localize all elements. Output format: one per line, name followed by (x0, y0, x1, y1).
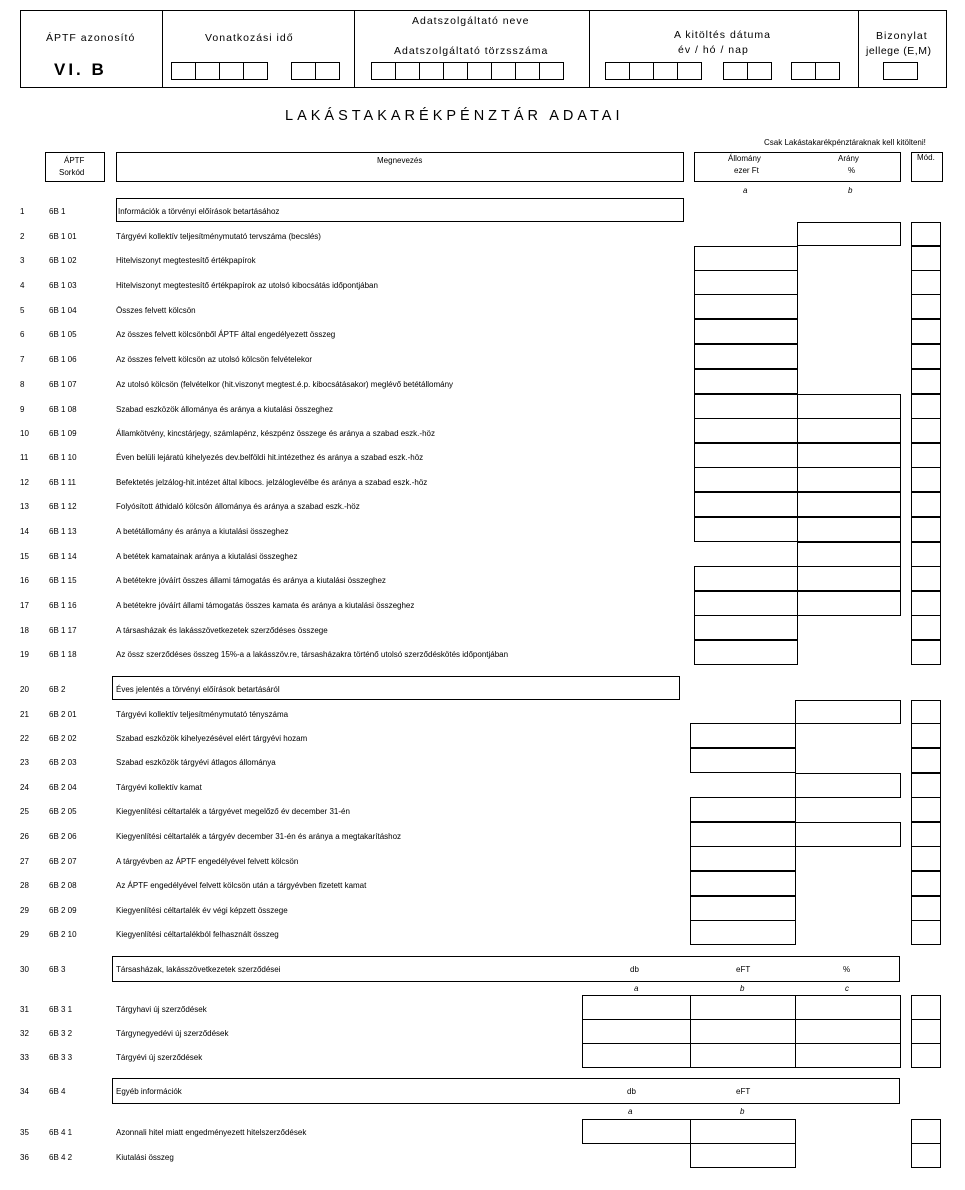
provider-name-label: Adatszolgáltató neve (412, 15, 530, 27)
row-code: 6B 1 (49, 207, 66, 216)
row-label: Szabad eszközök tárgyévi átlagos állománya (116, 758, 276, 767)
row-number: 33 (20, 1053, 29, 1062)
mod-cell[interactable] (911, 920, 941, 945)
mod-cell[interactable] (911, 591, 941, 616)
mod-cell[interactable] (911, 640, 941, 665)
mod-cell[interactable] (911, 1119, 941, 1144)
mod-cell[interactable] (911, 797, 941, 822)
row-code: 6B 2 10 (49, 930, 77, 939)
row-label: Az ÁPTF engedélyével felvett kölcsön után a tárgyévben fizetett kamat (116, 881, 367, 890)
mod-cell[interactable] (911, 1019, 941, 1044)
row-code: 6B 4 2 (49, 1153, 73, 1162)
stock-cell[interactable] (694, 615, 798, 640)
col-pct: % (843, 965, 851, 974)
row-number: 32 (20, 1029, 29, 1038)
stock-cell[interactable] (690, 822, 796, 847)
row-number: 20 (20, 685, 29, 694)
value-column-header (694, 152, 901, 182)
mod-cell[interactable] (911, 1043, 941, 1068)
mod-cell[interactable] (911, 896, 941, 921)
mod-cell[interactable] (911, 846, 941, 871)
row-label: Tárgyhavi új szerződések (116, 1005, 207, 1014)
row-code: 6B 1 06 (49, 355, 77, 364)
stock-cell[interactable] (690, 871, 796, 896)
stock-cell[interactable] (694, 270, 798, 295)
row-code: 6B 3 1 (49, 1005, 73, 1014)
mod-cell[interactable] (911, 443, 941, 468)
row-number: 8 (20, 380, 25, 389)
code-header-2: Sorkód (59, 168, 85, 177)
ratio-cell[interactable] (795, 700, 901, 724)
ratio-cell[interactable] (797, 443, 901, 468)
row-code: 6B 2 09 (49, 906, 77, 915)
stock-cell[interactable] (690, 896, 796, 921)
row-label: Tárgyévi kollektív kamat (116, 783, 202, 792)
row-label: Az összes felvett kölcsön az utolsó kölcsön felvételekor (116, 355, 313, 364)
row-code: 6B 1 10 (49, 453, 77, 462)
ratio-cell[interactable] (797, 492, 901, 517)
row-code: 6B 1 05 (49, 330, 77, 339)
stock-cell[interactable] (694, 591, 798, 616)
ratio-header-1: Arány (838, 154, 859, 163)
row-number: 2 (20, 232, 25, 241)
row-number: 30 (20, 965, 29, 974)
row-code: 6B 2 08 (49, 881, 77, 890)
row-number: 16 (20, 576, 29, 585)
row-label: Hitelviszonyt megtestesítő értékpapírok az utolsó kibocsátás időpontjában (116, 281, 378, 290)
row-code: 6B 1 02 (49, 256, 77, 265)
row-code: 6B 2 06 (49, 832, 77, 841)
row-code: 6B 1 03 (49, 281, 77, 290)
col-eft: eFT (736, 965, 751, 974)
row-code: 6B 3 3 (49, 1053, 73, 1062)
period-year-boxes[interactable] (172, 62, 268, 80)
row-code: 6B 1 13 (49, 527, 77, 536)
row-code: 6B 1 08 (49, 405, 77, 414)
date-month-boxes[interactable] (724, 62, 772, 80)
row-code: 6B 1 17 (49, 626, 77, 635)
mod-cell[interactable] (911, 723, 941, 748)
mod-cell[interactable] (911, 566, 941, 591)
mod-cell[interactable] (911, 748, 941, 773)
col-letter-b: b (848, 186, 853, 195)
row-number: 17 (20, 601, 29, 610)
mod-cell[interactable] (911, 517, 941, 542)
row-label: Kiutalási összeg (116, 1153, 174, 1162)
name-header: Megnevezés (377, 156, 423, 165)
row-code: 6B 1 16 (49, 601, 77, 610)
date-format: év / hó / nap (678, 44, 749, 56)
row-number: 36 (20, 1153, 29, 1162)
mod-cell[interactable] (911, 369, 941, 394)
row-number: 6 (20, 330, 25, 339)
row-label: Éves jelentés a törvényi előírások betartásáról (116, 685, 280, 694)
stock-cell[interactable] (690, 748, 796, 773)
mod-cell[interactable] (911, 492, 941, 517)
ratio-cell[interactable] (797, 591, 901, 616)
period-month-boxes[interactable] (292, 62, 340, 80)
row-number: 5 (20, 306, 25, 315)
row-code: 6B 1 04 (49, 306, 77, 315)
row-number: 24 (20, 783, 29, 792)
row-label: Szabad eszközök állománya és aránya a kiutalási összeghez (116, 405, 334, 414)
row-code: 6B 1 09 (49, 429, 77, 438)
db-cell[interactable] (582, 995, 691, 1020)
row-number: 9 (20, 405, 25, 414)
db-cell[interactable] (582, 1119, 691, 1144)
row-code: 6B 1 15 (49, 576, 77, 585)
row-label: Államkötvény, kincstárjegy, számlapénz, készpénz összege és aránya a szabad eszk.-höz (116, 429, 435, 438)
stock-cell[interactable] (694, 566, 798, 591)
stock-cell[interactable] (694, 319, 798, 344)
row-number: 26 (20, 832, 29, 841)
period-label: Vonatkozási idő (205, 32, 294, 44)
row-label: Tárgyévi új szerződések (116, 1053, 203, 1062)
date-day-boxes[interactable] (792, 62, 840, 80)
ratio-cell[interactable] (797, 542, 901, 567)
row-code: 6B 1 18 (49, 650, 77, 659)
row-label: A betétek kamatainak aránya a kiutalási összeghez (116, 552, 298, 561)
row-code: 6B 4 (49, 1087, 66, 1096)
page-title: LAKÁSTAKARÉKPÉNZTÁR ADATAI (285, 108, 624, 124)
col-db: db (627, 1087, 636, 1096)
row-number: 22 (20, 734, 29, 743)
row-number: 25 (20, 807, 29, 816)
row-label: A betétekre jóváírt összes állami támogatás és aránya a kiutalási összeghez (116, 576, 386, 585)
row-number: 31 (20, 1005, 29, 1014)
row-number: 19 (20, 650, 29, 659)
mod-cell[interactable] (911, 542, 941, 567)
row-number: 13 (20, 502, 29, 511)
stock-cell[interactable] (690, 723, 796, 748)
stock-cell[interactable] (694, 246, 798, 271)
provider-reg-label: Adatszolgáltató törzsszáma (394, 45, 549, 57)
row-code: 6B 2 05 (49, 807, 77, 816)
stock-cell[interactable] (694, 443, 798, 468)
stock-cell[interactable] (694, 418, 798, 443)
mod-cell[interactable] (911, 394, 941, 419)
stock-cell[interactable] (694, 640, 798, 665)
stock-cell[interactable] (694, 517, 798, 542)
stock-cell[interactable] (694, 467, 798, 492)
stock-cell[interactable] (694, 344, 798, 369)
row-label: A társasházak és lakásszövetkezetek szerződéses összege (116, 626, 328, 635)
row-number: 28 (20, 881, 29, 890)
row-code: 6B 2 03 (49, 758, 77, 767)
mod-cell[interactable] (911, 615, 941, 640)
mod-cell[interactable] (911, 1143, 941, 1168)
col-eft: eFT (736, 1087, 751, 1096)
mod-cell[interactable] (911, 246, 941, 271)
pct-cell[interactable] (795, 995, 901, 1020)
row-code: 6B 1 11 (49, 478, 76, 487)
stock-cell[interactable] (690, 846, 796, 871)
mod-cell[interactable] (911, 700, 941, 724)
col-letter-c: c (845, 984, 849, 993)
section-4-box (112, 1078, 900, 1104)
mod-cell[interactable] (911, 773, 941, 798)
row-label: A betétekre jóváírt állami támogatás összes kamata és aránya a kiutalási összeghez (116, 601, 415, 610)
header-divider (589, 10, 590, 88)
code-header-1: ÁPTF (64, 156, 85, 165)
ratio-header-2: % (848, 166, 856, 175)
row-label: Az utolsó kölcsön (felvételkor (hit.viszonyt megtest.é.p. kibocsátásakor) meglévő betétállomány (116, 380, 454, 389)
doc-type-box[interactable] (884, 62, 918, 80)
mod-header: Mód. (917, 153, 935, 162)
date-label: A kitöltés dátuma (674, 29, 771, 41)
mod-cell[interactable] (911, 822, 941, 847)
row-number: 4 (20, 281, 25, 290)
row-label: Egyéb információk (116, 1087, 182, 1096)
row-number: 34 (20, 1087, 29, 1096)
row-label: Hitelviszonyt megtestesítő értékpapírok (116, 256, 256, 265)
doc-type-label: Bizonylat (876, 30, 928, 42)
row-number: 1 (20, 207, 25, 216)
row-code: 6B 1 01 (49, 232, 77, 241)
row-number: 29 (20, 906, 29, 915)
row-code: 6B 2 07 (49, 857, 77, 866)
row-number: 7 (20, 355, 25, 364)
stock-header-1: Állomány (728, 154, 761, 163)
col-letter-a: a (628, 1107, 633, 1116)
stock-cell[interactable] (694, 492, 798, 517)
col-db: db (630, 965, 639, 974)
mod-cell[interactable] (911, 294, 941, 319)
stock-header-2: ezer Ft (734, 166, 759, 175)
row-number: 27 (20, 857, 29, 866)
row-label: A tárgyévben az ÁPTF engedélyével felvett kölcsön (116, 857, 299, 866)
row-label: Kiegyenlítési céltartalékból felhasznált összeg (116, 930, 279, 939)
ratio-cell[interactable] (797, 467, 901, 492)
date-year-boxes[interactable] (606, 62, 702, 80)
pct-cell[interactable] (795, 1043, 901, 1068)
mod-cell[interactable] (911, 344, 941, 369)
row-label: Kiegyenlítési céltartalék év végi képzett összege (116, 906, 288, 915)
stock-cell[interactable] (694, 294, 798, 319)
eft-cell[interactable] (690, 995, 796, 1020)
row-label: Az össz szerződéses összeg 15%-a a lakásszöv.re, társasházakra történő utolsó szerződéskötés időpontjában (116, 650, 509, 659)
mod-cell[interactable] (911, 467, 941, 492)
row-code: 6B 2 01 (49, 710, 77, 719)
col-letter-a: a (743, 186, 748, 195)
row-label: Tárgyévi kollektív teljesítménymutató tervszáma (becslés) (116, 232, 321, 241)
row-number: 14 (20, 527, 29, 536)
stock-cell[interactable] (690, 920, 796, 945)
row-number: 29 (20, 930, 29, 939)
ratio-cell[interactable] (797, 517, 901, 542)
row-label: Társasházak, lakásszövetkezetek szerződései (116, 965, 281, 974)
row-number: 21 (20, 710, 29, 719)
row-number: 15 (20, 552, 29, 561)
row-code: 6B 1 12 (49, 502, 77, 511)
ratio-cell[interactable] (797, 394, 901, 419)
eft-cell[interactable] (690, 1143, 796, 1168)
row-label: Összes felvett kölcsön (116, 306, 196, 315)
ratio-cell[interactable] (797, 222, 901, 246)
row-number: 23 (20, 758, 29, 767)
row-label: Információk a törvényi előírások betartásához (118, 207, 280, 216)
row-number: 3 (20, 256, 25, 265)
pct-cell[interactable] (795, 1019, 901, 1044)
row-label: Befektetés jelzálog-hit.intézet által kibocs. jelzáloglevélbe és aránya a szabad eszk.-höz (116, 478, 428, 487)
eft-cell[interactable] (690, 1043, 796, 1068)
mod-cell[interactable] (911, 871, 941, 896)
row-label: Tárgyévi kollektív teljesítménymutató tényszáma (116, 710, 289, 719)
row-code: 6B 2 02 (49, 734, 77, 743)
db-cell[interactable] (582, 1043, 691, 1068)
row-code: 6B 2 04 (49, 783, 77, 792)
col-letter-b: b (740, 984, 745, 993)
row-number: 11 (20, 453, 29, 462)
row-code: 6B 4 1 (49, 1128, 73, 1137)
row-label: A betétállomány és aránya a kiutalási összeghez (116, 527, 289, 536)
stock-cell[interactable] (690, 797, 796, 822)
aptf-value: VI. B (54, 60, 107, 79)
db-cell[interactable] (582, 1019, 691, 1044)
header-divider (858, 10, 859, 88)
row-number: 12 (20, 478, 29, 487)
row-code: 6B 3 (49, 965, 66, 974)
doc-type-label-2: jellege (E,M) (866, 45, 932, 57)
row-label: Szabad eszközök kihelyezésével elért tárgyévi hozam (116, 734, 308, 743)
eft-cell[interactable] (690, 1119, 796, 1144)
header-divider (354, 10, 355, 88)
ratio-cell[interactable] (795, 822, 901, 847)
row-code: 6B 1 14 (49, 552, 77, 561)
row-code: 6B 2 (49, 685, 66, 694)
row-number: 35 (20, 1128, 29, 1137)
row-label: Azonnali hitel miatt engedményezett hitelszerződések (116, 1128, 307, 1137)
ratio-cell[interactable] (797, 566, 901, 591)
ratio-cell[interactable] (797, 418, 901, 443)
row-number: 10 (20, 429, 29, 438)
row-label: Kiegyenlítési céltartalék a tárgyév december 31-én és aránya a megtakarításhoz (116, 832, 402, 841)
mod-cell[interactable] (911, 995, 941, 1020)
eft-cell[interactable] (690, 1019, 796, 1044)
row-label: Tárgynegyedévi új szerződések (116, 1029, 229, 1038)
row-label: Az összes felvett kölcsönből ÁPTF által engedélyezett összeg (116, 330, 336, 339)
aptf-label: ÁPTF azonosító (46, 32, 136, 44)
row-number: 18 (20, 626, 29, 635)
row-label: Éven belüli lejáratú kihelyezés dev.belföldi hit.intézethez és aránya a szabad eszk.-höz (116, 453, 424, 462)
stock-cell[interactable] (694, 369, 798, 394)
header-divider (162, 10, 163, 88)
col-letter-b: b (740, 1107, 745, 1116)
mod-cell[interactable] (911, 418, 941, 443)
row-code: 6B 1 07 (49, 380, 77, 389)
mod-cell[interactable] (911, 270, 941, 295)
provider-reg-boxes[interactable] (372, 62, 564, 80)
mod-cell[interactable] (911, 319, 941, 344)
row-label: Folyósított áthidaló kölcsön állománya és aránya a szabad eszk.-höz (116, 502, 360, 511)
fill-note: Csak Lakástakarékpénztáraknak kell kitölteni! (764, 138, 926, 147)
row-code: 6B 3 2 (49, 1029, 73, 1038)
mod-cell[interactable] (911, 222, 941, 246)
stock-cell[interactable] (694, 394, 798, 419)
row-label: Kiegyenlítési céltartalék a tárgyévet megelőző év december 31-én (116, 807, 350, 816)
col-letter-a: a (634, 984, 639, 993)
ratio-cell[interactable] (795, 773, 901, 798)
